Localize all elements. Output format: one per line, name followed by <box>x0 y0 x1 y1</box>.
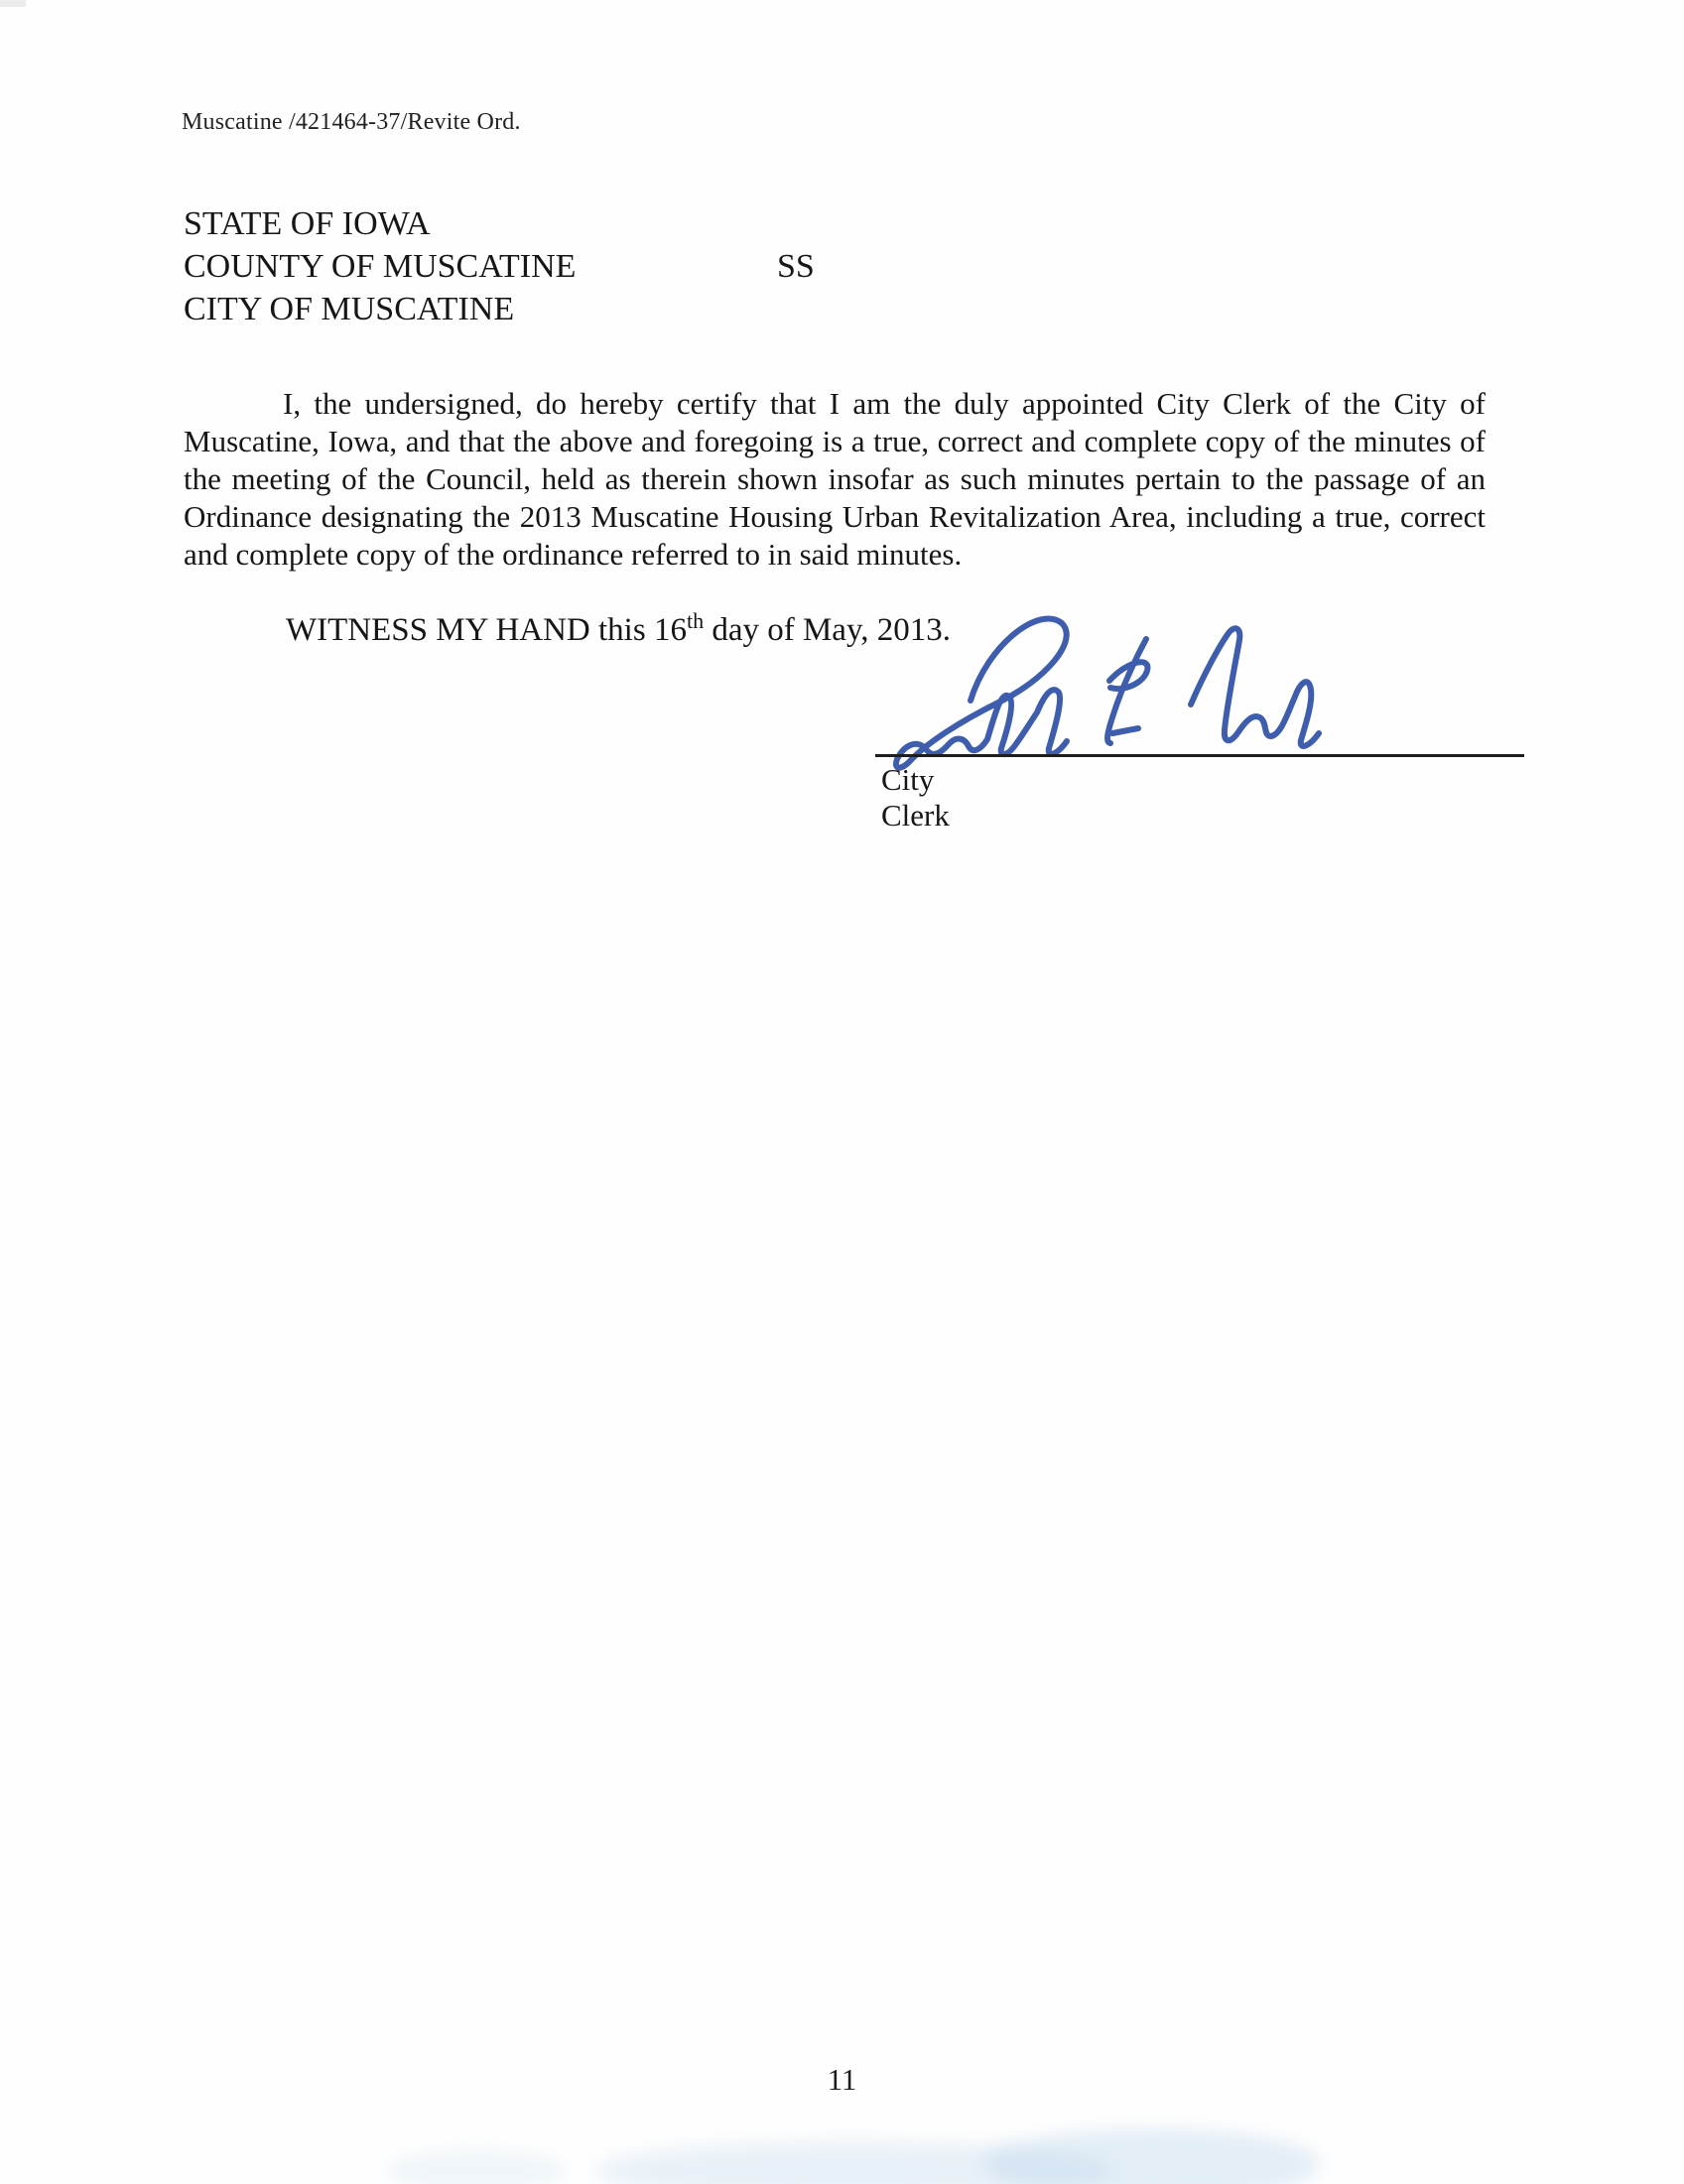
signature-stroke-last <box>1191 628 1319 746</box>
signature-stroke-middle-initial <box>1107 639 1147 743</box>
signature-line <box>875 754 1524 757</box>
signature-title-label: City Clerk <box>881 762 950 833</box>
jurat-county-line: COUNTY OF MUSCATINE <box>184 248 577 285</box>
jurat-city-line: CITY OF MUSCATINE <box>184 291 515 327</box>
page-number: 11 <box>827 2062 857 2097</box>
witness-ordinal-superscript: th <box>686 608 705 633</box>
scan-smudge-bottom-right <box>982 2129 1320 2184</box>
jurat-state-line: STATE OF IOWA <box>184 205 431 242</box>
witness-text-before: WITNESS MY HAND this 16 <box>286 612 687 648</box>
jurat-ss: SS <box>777 248 815 285</box>
witness-text-after: day of May, 2013. <box>704 612 952 648</box>
signature-stroke-first <box>896 618 1067 767</box>
certification-paragraph: I, the undersigned, do hereby certify that I am the duly appointed City Clerk of the City of Muscatine, Iowa, and that the above and foregoing is a true, correct and complete copy of the minutes of the meeting of the Council, held as therein shown insofar as such minutes pertain to the passage of an Ordinance designating the 2013 Muscatine Housing Urban Revitalization Area, including a true, correct and complete copy of the ordinance referred to in said minutes. <box>184 386 1486 572</box>
document-reference: Muscatine /421464-37/Revite Ord. <box>182 109 521 135</box>
scan-smudge-bottom-left <box>387 2151 566 2184</box>
scan-artifact-top-left <box>0 0 26 7</box>
jurat-block <box>184 202 1077 330</box>
